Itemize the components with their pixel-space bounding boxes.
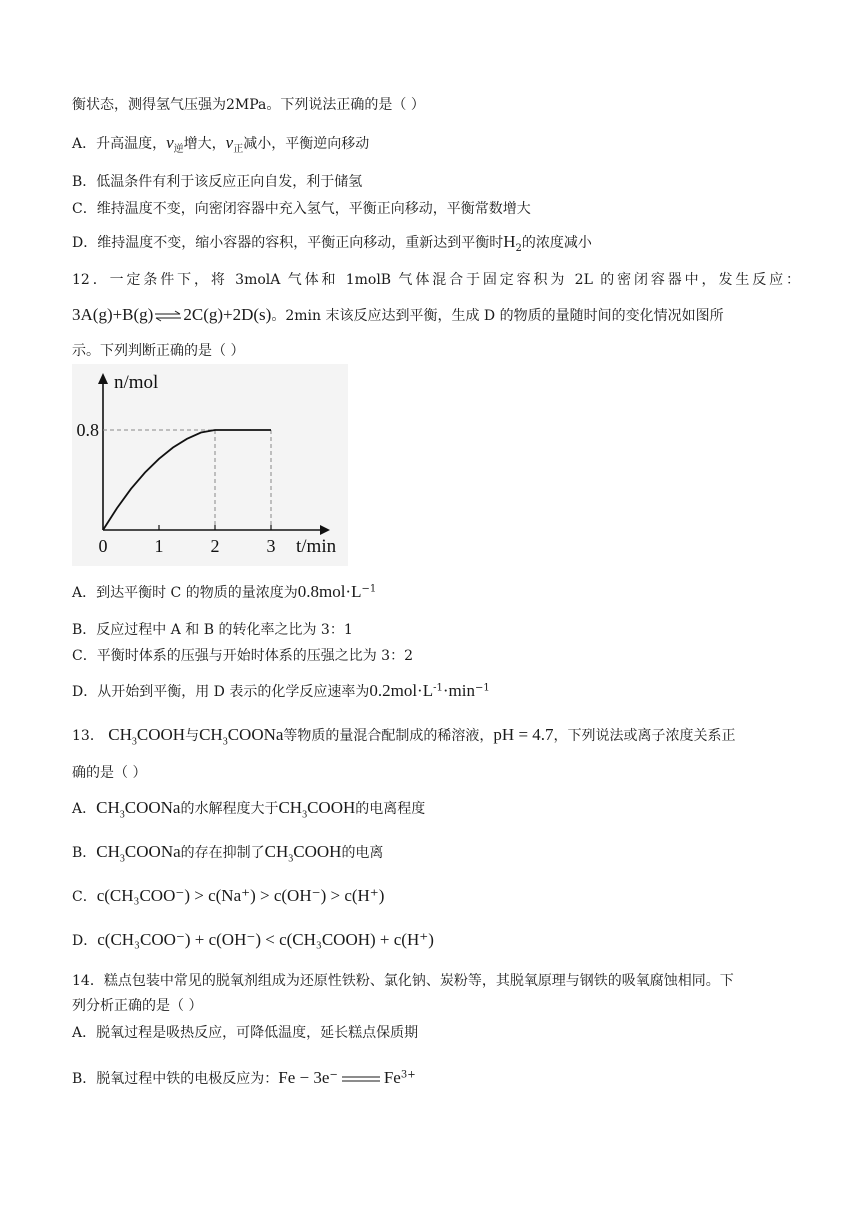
q14-stem-line2: 列分析正确的是（ ） xyxy=(72,998,203,1014)
q13-stem-line1: 13． $CH_3COOH$与$CH_3COONa$等物质的量混合配制成的稀溶液，pH = 4.7，下列说法或离子浓度关系正 xyxy=(72,725,736,748)
q12-option-d: D．从开始到平衡，用 D 表示的化学反应速率为$0.2mol\cdot L^{-1}\cdot\min^{-1}$ xyxy=(72,681,490,700)
q13-stem-line2: 确的是（ ） xyxy=(72,765,147,781)
reaction-graph xyxy=(72,364,348,566)
q14-option-a: A．脱氧过程是吸热反应，可降低温度，延长糕点保质期 xyxy=(72,1025,419,1041)
q12-option-c: C．平衡时体系的压强与开始时体系的压强之比为 3：2 xyxy=(72,648,413,664)
y-axis-label: n/mol xyxy=(114,372,159,393)
q14-stem-line1: 14．糕点包装中常见的脱氧剂组成为还原性铁粉、氯化钠、炭粉等，其脱氧原理与钢铁的吸氧腐蚀相同。下 xyxy=(72,973,734,989)
q13-option-c: C．c(CH₃COO⁻) > c(Na⁺) > c(OH⁻) > c(H⁺) xyxy=(72,886,385,905)
equilibrium-arrow-icon xyxy=(153,310,183,322)
q12-option-a: A．到达平衡时 C 的物质的量浓度为$0.8mol\cdot L^{-1}$ xyxy=(72,582,377,601)
q11-option-d: D．维持温度不变，缩小容器的容积，平衡正向移动，重新达到平衡时$H_2$的浓度减小 xyxy=(72,232,592,254)
y-tick-label: 0.8 xyxy=(76,420,99,440)
x-tick-label-1: 1 xyxy=(154,536,164,556)
q12-stem-line2: 3A(g)+B(g) 2C(g)+2D(s)。2min 末该反应达到平衡，生成 D 的物质的量随时间的变化情况如图所 xyxy=(72,305,724,324)
x-tick-label-3: 3 xyxy=(266,536,276,556)
q12-equation-left: 3A(g)+B(g) xyxy=(72,305,154,324)
q11-continuation: 衡状态，测得氢气压强为2MPa。下列说法正确的是（ ） xyxy=(72,97,425,113)
q13-option-a: A．$CH_3COONa$的水解程度大于$CH_3COOH$的电离程度 xyxy=(72,798,426,821)
q12-option-b: B．反应过程中 A 和 B 的转化率之比为 3：1 xyxy=(72,622,353,638)
x-axis-label: t/min xyxy=(296,536,337,557)
x-tick-label-0: 0 xyxy=(98,536,108,556)
x-tick-label-2: 2 xyxy=(210,536,220,556)
q13-option-b: B．$CH_3COONa$的存在抑制了$CH_3COOH$的电离 xyxy=(72,842,384,865)
q11-option-a: A．升高温度，$v_逆$增大，$v_正$减小，平衡逆向移动 xyxy=(72,133,370,155)
q14-option-b: B．脱氧过程中铁的电极反应为：Fe − 3e− $Fe^{3+}$ xyxy=(72,1068,416,1087)
q11-option-c: C．维持温度不变，向密闭容器中充入氢气，平衡正向移动，平衡常数增大 xyxy=(72,201,531,217)
q12-equation-right: 2C(g)+2D(s) xyxy=(183,305,272,324)
q12-stem-line1: 12．一定条件下，将 3molA 气体和 1molB 气体混合于固定容积为 2L 的密闭容器中，发生反应： xyxy=(72,272,800,288)
q12-stem-line3: 示。下列判断正确的是（ ） xyxy=(72,343,245,359)
q11-option-b: B．低温条件有利于该反应正向自发，利于储氢 xyxy=(72,174,363,190)
reaction-equals-icon xyxy=(341,1074,381,1084)
q13-option-d: D．c(CH₃COO⁻) + c(OH⁻) < c(CH₃COOH) + c(H⁺) xyxy=(72,930,434,949)
